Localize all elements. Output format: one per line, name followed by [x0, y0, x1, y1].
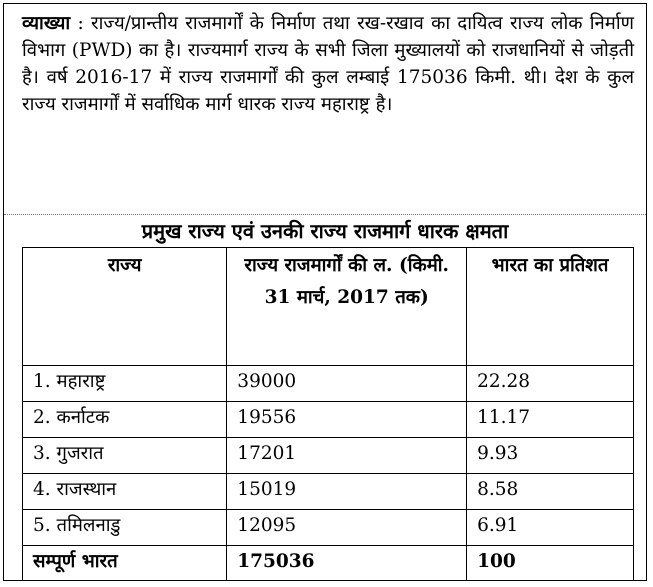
cell-length: 19556 — [227, 402, 467, 438]
cell-percent: 6.91 — [467, 510, 634, 546]
content-frame — [3, 3, 647, 581]
table-row — [23, 474, 634, 510]
total-state: सम्पूर्ण भारत — [23, 546, 227, 582]
dotted-divider — [4, 214, 646, 215]
cell-state: 5. तमिलनाडु — [23, 510, 227, 546]
table-row — [23, 510, 634, 546]
cell-length: 12095 — [227, 510, 467, 546]
cell-percent: 9.93 — [467, 438, 634, 474]
cell-percent: 11.17 — [467, 402, 634, 438]
cell-state: 3. गुजरात — [23, 438, 227, 474]
explanation-paragraph — [22, 10, 634, 118]
table-row — [23, 402, 634, 438]
table-title: प्रमुख राज्य एवं उनकी राज्य राजमार्ग धारक क्षमता — [141, 219, 509, 243]
state-highway-table — [22, 247, 634, 581]
header-length: राज्य राजमार्गों की ल. (किमी. 31 मार्च, 2017 तक) — [227, 248, 467, 366]
table-row — [23, 438, 634, 474]
cell-state: 4. राजस्थान — [23, 474, 227, 510]
cell-percent: 8.58 — [467, 474, 634, 510]
header-percent: भारत का प्रतिशत — [467, 248, 634, 366]
cell-state: 2. कर्नाटक — [23, 402, 227, 438]
cell-length: 17201 — [227, 438, 467, 474]
cell-length: 15019 — [227, 474, 467, 510]
total-percent: 100 — [467, 546, 634, 582]
explanation-label: व्याख्या — [22, 13, 71, 34]
header-state: राज्य — [23, 248, 227, 366]
explanation-colon: : — [77, 13, 84, 34]
table-total-row — [23, 546, 634, 582]
cell-percent: 22.28 — [467, 366, 634, 402]
cell-length: 39000 — [227, 366, 467, 402]
total-length: 175036 — [227, 546, 467, 582]
cell-state: 1. महाराष्ट्र — [23, 366, 227, 402]
table-header-row — [23, 248, 634, 366]
explanation-text: राज्य/प्रान्तीय राजमार्गों के निर्माण तथा रख-रखाव का दायित्व राज्य लोक निर्माण विभाग (PWD) का है। राज्यमार्ग राज्य के सभी जिला मुख्यालयों को राजधानियों से जोड़ती है। वर्ष 2016-17 में राज्य राजमार्गों की कुल लम्बाई 175036 किमी. थी। देश के कुल राज्य राजमार्गों में सर्वाधिक मार्ग धारक राज्य महाराष्ट्र है। — [22, 13, 635, 115]
table-row — [23, 366, 634, 402]
